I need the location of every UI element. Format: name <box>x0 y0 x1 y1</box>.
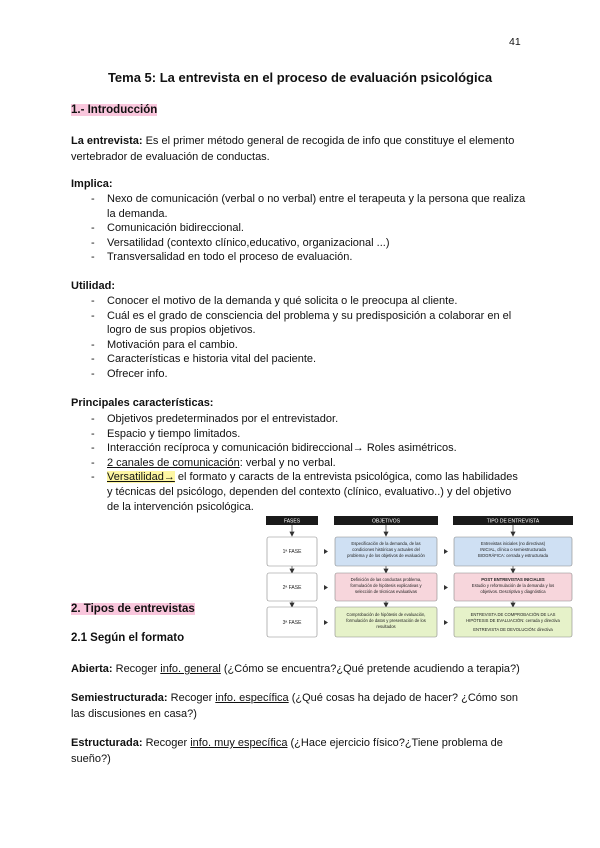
header-objetivos: OBJETIVOS <box>371 518 401 525</box>
implica-label: Implica: <box>71 178 113 190</box>
phase3-objetivo-line: Comprobación de hipótesis de evaluación, <box>346 612 426 617</box>
semi-post: (¿Qué cosas ha dejado de hacer? ¿Cómo son las discusiones en casa?) <box>71 692 518 720</box>
phase3-tipo-line: ENTREVISTA DE DEVOLUCIÓN: directiva <box>473 627 553 632</box>
estructurada-underlined: info. muy específica <box>190 737 288 749</box>
section-heading-text: 1.- Introducción <box>71 104 158 116</box>
caracteristicas-label: Principales características: <box>71 397 214 409</box>
versatilidad-rest: el formato y caracts de la entrevista psicológica, como las habilidades y técnicas del psicólogo, dependen del contexto (clínico, evaluativo..) y del objetivo de la intervención psicológica. <box>107 471 518 513</box>
list-item: - Ofrecer info. <box>71 367 526 382</box>
abierta-underlined: info. general <box>160 663 221 675</box>
list-item: - Conocer el motivo de la demanda y qué solicita o le preocupa al cliente. <box>71 294 526 309</box>
phase2-objetivo-line: Definición de las conductas problema, <box>350 577 422 582</box>
phase3-objetivo-line: formulación de datos y presentación de los <box>346 618 426 623</box>
abierta-paragraph <box>71 661 531 677</box>
list-item: - Comunicación bidireccional. <box>71 221 526 236</box>
phase3-tipo-line: ENTREVISTA DE COMPROBACIÓN DE LAS <box>470 612 556 617</box>
abierta-post: (¿Cómo se encuentra?¿Qué pretende acudiendo a terapia?) <box>220 663 520 675</box>
phase2-tipo-line: objetivos. Descriptiva y diagnóstica <box>480 589 546 594</box>
utilidad-list <box>71 294 526 382</box>
list-item: - Interacción recíproca y comunicación bidireccional→ Roles asimétricos. <box>71 441 526 456</box>
phase1-tipo-line: Entrevistas iniciales (no directivas) <box>480 541 546 546</box>
entrevista-definition <box>71 133 531 165</box>
abierta-pre: Recoger <box>112 663 161 675</box>
canales-rest: : verbal y no verbal. <box>239 456 336 469</box>
list-item <box>71 470 526 514</box>
phase1-objetivo-line: Especificación de la demanda, de las <box>351 541 421 546</box>
caracteristicas-list <box>71 412 526 514</box>
header-fases: FASES <box>283 518 301 525</box>
semi-label: Semiestructurada: <box>71 692 168 704</box>
fases-diagram-svg <box>264 515 575 640</box>
canales-underlined: 2 canales de comunicación <box>107 456 240 469</box>
abierta-label: Abierta: <box>71 663 113 675</box>
phase1-objetivo-line: condiciones históricas y actuales del <box>352 547 420 552</box>
phase1-tipo-line: INICIAL, clínica o semiestructurada <box>480 547 546 552</box>
estructurada-label: Estructurada: <box>71 737 143 749</box>
phase1-tipo-line: BIOGRÁFICA: cerrada y estructurada <box>477 553 549 558</box>
entrevista-text-line1: Es el primer método general de recogida de info que constituye el elemento <box>142 135 515 147</box>
list-item: - Versatilidad (contexto clínico,educativo, organizacional ...) <box>71 236 526 251</box>
phase3-fase: 3ª FASE <box>282 620 302 626</box>
list-item <box>71 456 526 471</box>
entrevista-label: La entrevista: <box>71 135 143 147</box>
page-title: Tema 5: La entrevista en el proceso de evaluación psicológica <box>107 70 493 85</box>
phase1-objetivo-line: problema y de los objetivos de evaluación <box>347 553 425 558</box>
phase1-fase: 1ª FASE <box>282 549 302 555</box>
subheading-formato: 2.1 Según el formato <box>71 632 185 644</box>
phase2-objetivo-line: selección de técnicas evaluativas <box>355 589 417 594</box>
estructurada-pre: Recoger <box>142 737 191 749</box>
list-item: - Motivación para el cambio. <box>71 338 526 353</box>
section-heading-introduccion <box>71 104 157 116</box>
estructurada-post: (¿Hace ejercicio físico?¿Tiene problema de sueño?) <box>71 737 503 765</box>
phase2-tipo-line: POST ENTREVISTAS INICIALES <box>481 577 545 582</box>
section-heading-text: 2. Tipos de entrevistas <box>71 603 195 615</box>
versatilidad-highlight: Versatilidad→ <box>107 471 175 484</box>
list-item: - Nexo de comunicación (verbal o no verbal) entre el terapeuta y la persona que realiza la demanda. <box>71 192 526 221</box>
implica-list <box>71 192 526 265</box>
utilidad-label: Utilidad: <box>71 280 115 292</box>
list-item: - Cuál es el grado de consciencia del problema y su predisposición a colaborar en el logro de sus propios objetivos. <box>71 309 526 338</box>
page-number: 41 <box>509 36 521 48</box>
list-item: - Transversalidad en todo el proceso de evaluación. <box>71 250 526 265</box>
phase3-tipo-line: HIPÓTESIS DE EVALUACIÓN: cerrada y directiva <box>466 618 560 623</box>
entrevista-text-line2: vertebrador de evaluación de conductas. <box>71 151 270 163</box>
semiestructurada-paragraph <box>71 690 531 722</box>
list-item: - Espacio y tiempo limitados. <box>71 427 526 442</box>
phase2-fase: 2ª FASE <box>282 585 302 591</box>
estructurada-paragraph <box>71 735 531 767</box>
semi-pre: Recoger <box>167 692 216 704</box>
list-item: - Características e historia vital del paciente. <box>71 352 526 367</box>
phase3-objetivo-line: resultados <box>376 624 396 629</box>
phase2-objetivo-line: formulación de hipótesis explicativas y <box>350 583 422 588</box>
semi-underlined: info. específica <box>215 692 289 704</box>
section-heading-tipos <box>71 603 195 615</box>
header-tipo: TIPO DE ENTREVISTA <box>486 518 540 525</box>
list-item: - Objetivos predeterminados por el entrevistador. <box>71 412 526 427</box>
fases-diagram <box>264 515 575 640</box>
phase2-tipo-line: Estudio y reformulación de la demanda y los <box>471 583 555 588</box>
